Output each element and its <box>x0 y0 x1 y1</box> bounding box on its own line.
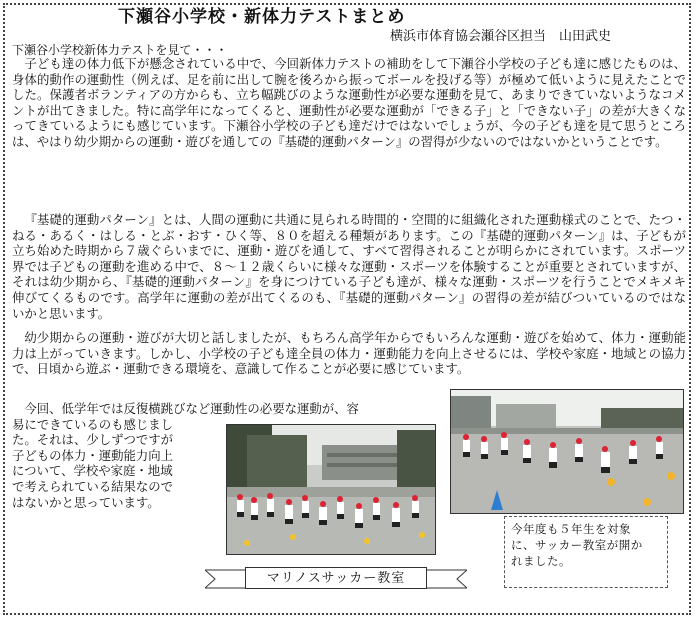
paragraph-4-line: はないかと思っています。 <box>12 494 160 510</box>
soccer-class-banner <box>205 566 467 592</box>
photo-caption <box>504 516 668 588</box>
caption-line: れました。 <box>511 554 571 568</box>
paragraph-4-first-line: 今回、低学年では反復横跳びなど運動性の必要な運動が、容 <box>24 401 359 416</box>
photo-illustration <box>451 390 684 514</box>
author-line: 横浜市体育協会瀬谷区担当 山田武史 <box>390 29 612 44</box>
photo-illustration <box>227 425 436 555</box>
caption-line: に、サッカー教室が開か <box>511 538 643 552</box>
intro-line: 下瀬谷小学校新体力テストを見て・・・ <box>12 43 228 57</box>
soccer-photo-left <box>226 424 436 555</box>
paragraph-4-line: で考えられている結果なので <box>12 478 174 494</box>
paragraph-4-line: た。それは、少しずつですが <box>12 432 174 448</box>
page-title: 下瀬谷小学校・新体力テストまとめ <box>118 7 406 27</box>
paragraph-3: 幼少期からの運動・遊びが大切と話しましたが、もちろん高学年からでもいろんな運動・遊びを始めて、体力・運動能力は上がっていきます。しかし、小学校の子ども達全員の体力・運動能力を向上させるには、学校や家庭・地域との協力で、日頃から遊ぶ・運動できる環境を、意識して作ることが必要に感じています。 <box>12 330 686 377</box>
paragraph-2: 『基礎的運動パターン』とは、人間の運動に共通に見られる時間的・空間的に組織化された運動様式のことで、たつ・ねる・あるく・はしる・とぶ・おす・ひく等、８０を超える種類があります。この『基礎的運動パターン』は、子どもが立ち始めた時期から７歳ぐらいまでに、運動・遊びを通して、すべて習得されることが明らかにされています。スポーツ界では子どもの運動を進める中で、８～１２歳くらいに様々な運動・スポーツを体験することが重要とされていますが、それは幼少期から、『基礎的運動パターン』を身につけている子ども達が、様々な運動・スポーツを行うことでメキメキ伸びてくるものです。高学年に運動の差が出てくるのも、『基礎的運動パターン』の習得の差が結びついているのではないかと思います。 <box>12 212 686 321</box>
soccer-photo-right <box>450 389 684 514</box>
paragraph-4-line: について、学校や家庭・地域 <box>12 463 173 479</box>
banner-label: マリノスサッカー教室 <box>245 567 427 589</box>
paragraph-4-line: 子どもの体力・運動能力向上 <box>12 447 174 463</box>
caption-line: 今年度も５年生を対象 <box>511 522 631 536</box>
paragraph-1: 子ども達の体力低下が懸念されている中で、今回新体力テストの補助をして下瀬谷小学校の子ども達に感じたものは、身体的動作の運動性（例えば、足を前に出して腕を後ろから振ってボールを投げる等）が極めて低いように見えたことでした。保護者ボランティアの方からも、立ち幅跳びのような運動性が必要な運動を見て、あまりできていないようなコメントが出てきました。特に高学年になってくると、運動性が必要な運動が「できる子」と「できない子」の差が大きくなってきているようにも感じています。下瀬谷小学校の子ども達だけではないでしょうが、今の子ども達を見て思うところは、やはり幼少期からの運動・遊びを通しての『基礎的運動パターン』の習得が少ないのではないかということです。 <box>12 56 686 149</box>
paragraph-4-line: 易にできているのも感じまし <box>12 416 174 432</box>
